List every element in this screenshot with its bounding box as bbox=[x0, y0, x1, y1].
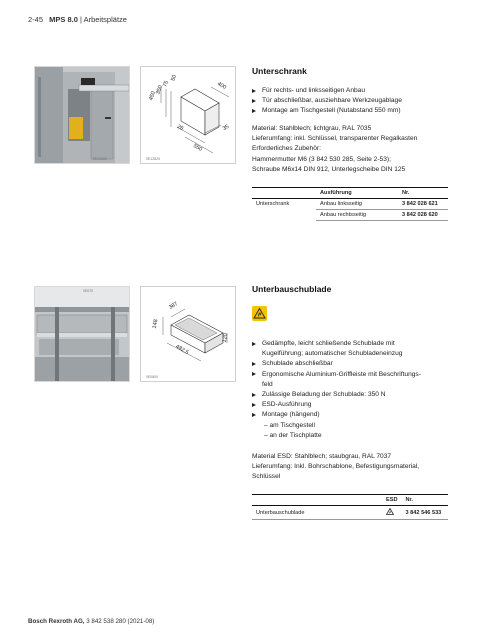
info-line: Erforderliches Zubehör: bbox=[252, 145, 321, 153]
drawer-dimension-drawing bbox=[141, 287, 236, 382]
document-number: 3 842 538 280 (2021-08) bbox=[86, 618, 155, 625]
list-item bbox=[252, 339, 421, 349]
table-header-nr: Nr. bbox=[398, 188, 448, 199]
arrow-bullet-icon bbox=[252, 342, 256, 346]
page-header bbox=[28, 15, 127, 24]
list-item bbox=[252, 390, 421, 400]
list-item-text: Tür abschließbar, ausziehbare Werkzeugablage bbox=[262, 97, 402, 105]
arrow-bullet-icon bbox=[252, 89, 256, 93]
list-item bbox=[252, 431, 421, 441]
company-name: Bosch Rexroth AG, bbox=[28, 618, 85, 625]
drawing-id-label: 0E12829 bbox=[146, 157, 161, 161]
table-header-empty bbox=[252, 188, 316, 199]
list-item bbox=[252, 359, 421, 369]
info-line: Lieferumfang: inkl. Schlüssel, transparenter Regalkasten bbox=[252, 135, 418, 143]
list-item-text: feld bbox=[262, 380, 273, 388]
photo-id-label: 0E070 bbox=[83, 289, 94, 293]
list-item bbox=[252, 400, 421, 410]
unterschrank-feature-list bbox=[252, 86, 402, 117]
table-cell: Anbau linksseitig bbox=[316, 199, 398, 210]
list-item-text: Gedämpfte, leicht schließende Schublade mit bbox=[262, 340, 395, 347]
table-header-esd: ESD bbox=[382, 495, 402, 506]
drawing-id-label: 0E0800 bbox=[146, 375, 159, 379]
arrow-bullet-icon bbox=[252, 413, 256, 417]
dim-400: 400 bbox=[216, 81, 228, 91]
dim-120: 120 bbox=[221, 332, 230, 344]
drawer-photo-image bbox=[35, 287, 130, 382]
info-line: Material ESD: Stahlblech; staubgrau, RAL 7037 bbox=[252, 453, 392, 460]
header-separator: | bbox=[79, 15, 82, 24]
table-header-row bbox=[252, 495, 448, 506]
list-item-text: ESD-Ausführung bbox=[262, 401, 312, 409]
dim-387: 387 bbox=[168, 301, 180, 311]
cabinet-dimension-drawing bbox=[141, 67, 236, 164]
product-name: MPS 8.0 bbox=[49, 15, 78, 24]
table-cell bbox=[252, 210, 316, 221]
dim-50: 50 bbox=[170, 74, 178, 82]
chapter-name: Arbeitsplätze bbox=[83, 15, 127, 24]
section-title-unterschrank: Unterschrank bbox=[252, 66, 307, 76]
dim-450: 450 bbox=[148, 90, 157, 102]
arrow-bullet-icon bbox=[252, 372, 256, 376]
table-header-ausfuehrung: Ausführung bbox=[316, 188, 398, 199]
table-cell-esd bbox=[382, 506, 402, 520]
dim-26: 26 bbox=[175, 123, 185, 133]
page-footer bbox=[28, 618, 154, 625]
list-item bbox=[252, 349, 421, 359]
table-cell: Anbau rechtsseitig bbox=[316, 210, 398, 221]
cabinet-photo-image bbox=[35, 67, 130, 164]
section-title-unterbauschublade: Unterbauschublade bbox=[252, 284, 332, 294]
list-item bbox=[252, 106, 402, 116]
arrow-bullet-icon bbox=[252, 362, 256, 366]
dim-35: 35 bbox=[221, 123, 231, 133]
list-item bbox=[252, 410, 421, 420]
arrow-bullet-icon bbox=[252, 403, 256, 407]
list-item-text: – am Tischgestell bbox=[264, 421, 315, 429]
table-header-empty bbox=[252, 495, 382, 506]
list-item-text: Für rechts- und linksseitigen Anbau bbox=[262, 87, 365, 94]
dim-350: 350 bbox=[155, 84, 164, 96]
dim-75: 75 bbox=[162, 80, 170, 88]
list-item-text: Montage am Tischgestell (Nutabstand 550 mm) bbox=[262, 107, 401, 115]
list-item-text: Schublade abschließbar bbox=[262, 360, 333, 368]
list-item-text: Ergonomische Aluminium-Griffleiste mit Beschriftungs- bbox=[262, 370, 421, 378]
info-line: Schraube M6x14 DIN 912, Unterlegscheibe DIN 125 bbox=[252, 165, 406, 173]
esd-symbol-icon bbox=[386, 508, 394, 515]
unterbauschublade-feature-list bbox=[252, 339, 421, 441]
arrow-bullet-icon bbox=[252, 109, 256, 113]
list-item bbox=[252, 370, 421, 380]
arrow-bullet-icon bbox=[252, 393, 256, 397]
table-row bbox=[252, 199, 448, 210]
dim-482-5: 482,5 bbox=[174, 343, 190, 357]
info-line: Material: Stahlblech; lichtgrau, RAL 7035 bbox=[252, 125, 372, 132]
unterbauschublade-order-table bbox=[252, 494, 448, 520]
table-cell: Unterschrank bbox=[256, 201, 290, 208]
list-item-text: Kugelführung; automatischer Schubladeneinzug bbox=[262, 350, 403, 358]
table-header-nr: Nr. bbox=[402, 495, 448, 506]
photo-id-label: 0E12669 bbox=[93, 157, 108, 161]
table-cell-part-number: 3 842 028 620 bbox=[398, 210, 448, 221]
table-cell-part-number: 3 842 028 621 bbox=[398, 199, 448, 210]
list-item bbox=[252, 380, 421, 390]
table-cell: Unterbauschublade bbox=[252, 506, 382, 520]
info-line: Lieferumfang: Inkl. Bohrschablone, Befestigungsmaterial, bbox=[252, 463, 420, 471]
list-item bbox=[252, 96, 402, 106]
table-header-row bbox=[252, 188, 448, 199]
unterbauschublade-material-info bbox=[252, 452, 419, 483]
info-line: Hammermutter M6 (3 842 530 285, Seite 2-53); bbox=[252, 155, 391, 163]
unterschrank-order-table bbox=[252, 187, 448, 221]
esd-warning-icon bbox=[252, 306, 267, 321]
table-row bbox=[252, 506, 448, 520]
table-cell-part-number: 3 842 546 533 bbox=[402, 506, 448, 520]
table-row bbox=[252, 210, 448, 221]
list-item bbox=[252, 86, 402, 96]
dim-148: 148 bbox=[151, 318, 160, 330]
cabinet-drawing bbox=[140, 66, 236, 164]
list-item-text: – an der Tischplatte bbox=[264, 431, 322, 439]
cabinet-photo bbox=[34, 66, 130, 164]
page-number: 2-45 bbox=[28, 15, 44, 24]
unterschrank-material-info bbox=[252, 124, 417, 175]
drawer-drawing bbox=[140, 286, 236, 382]
list-item bbox=[252, 421, 421, 431]
arrow-bullet-icon bbox=[252, 99, 256, 103]
list-item-text: Zulässige Beladung der Schublade: 350 N bbox=[262, 391, 386, 399]
list-item-text: Montage (hängend) bbox=[262, 411, 320, 419]
dim-550: 550 bbox=[192, 143, 204, 153]
info-line: Schlüssel bbox=[252, 473, 281, 481]
drawer-photo bbox=[34, 286, 130, 382]
